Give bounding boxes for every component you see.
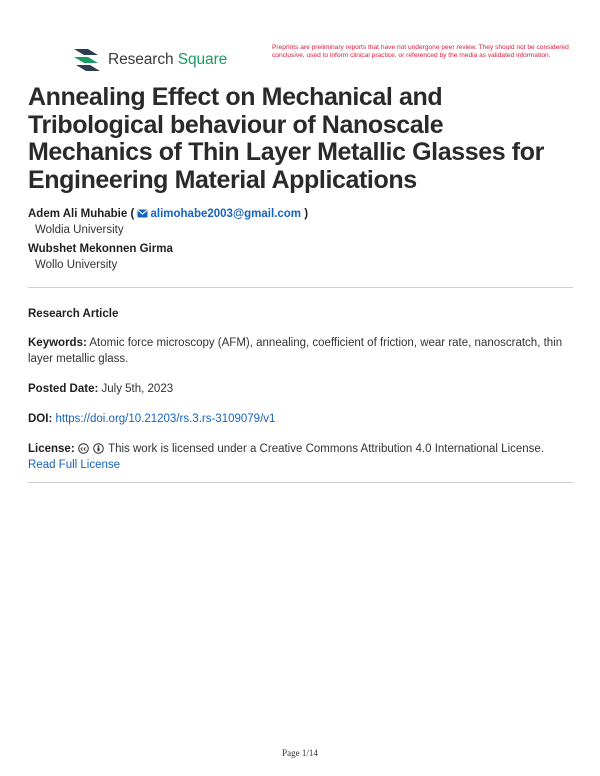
doi-block [28,411,573,427]
author-name: Wubshet Mekonnen Girma [28,243,173,255]
logo-wordmark [108,51,227,69]
article-type-label: Research Article [28,308,119,320]
svg-text:cc: cc [80,446,87,453]
research-square-logo-icon [72,47,102,73]
creative-commons-icon [78,443,89,454]
page-number: Page 1/14 [282,748,318,758]
logo-word-research: Research [108,51,174,68]
research-square-logo[interactable] [72,47,227,73]
license-block [28,441,573,473]
email-close-paren: ) [304,208,309,220]
author-affiliation: Woldia University [35,224,124,236]
divider [28,287,573,288]
keywords-label: Keywords: [28,337,87,349]
doi-label: DOI: [28,413,53,425]
keywords-value: Atomic force microscopy (AFM), annealing, coefficient of friction, wear rate, nanoscratch, thin layer metallic glass. [28,337,563,365]
logo-word-square: Square [177,51,228,68]
doi-link[interactable]: https://doi.org/10.21203/rs.3.rs-3109079/v1 [55,413,276,425]
read-full-license-link[interactable]: Read Full License [28,459,121,471]
author-list [28,206,308,276]
attribution-icon [93,443,104,454]
preprint-notice: Preprints are preliminary reports that have not undergone peer review. They should not be considered conclusive, used to inform clinical practice, or referenced by the media as validated information. [272,44,569,59]
posted-date-value: July 5th, 2023 [101,383,174,395]
author-affiliation: Wollo University [35,259,118,271]
posted-date-label: Posted Date: [28,383,99,395]
envelope-icon [137,209,148,218]
author-entry [28,206,308,222]
keywords-block [28,335,573,367]
author-name: Adem Ali Muhabie [28,208,128,220]
article-type [28,306,573,322]
posted-date-block [28,381,573,397]
paper-title: Annealing Effect on Mechanical and Tribological behaviour of Nanoscale Mechanics of Thin Layer Metallic Glasses for Engineering Material Applications [28,83,544,194]
page-header [72,44,570,78]
license-text: This work is licensed under a Creative Commons Attribution 4.0 International License. [108,443,545,455]
divider [28,482,573,483]
author-email-link[interactable]: alimohabe2003@gmail.com [150,208,302,220]
email-open-paren: ( [130,208,138,220]
author-entry [28,241,308,257]
license-label: License: [28,443,75,455]
